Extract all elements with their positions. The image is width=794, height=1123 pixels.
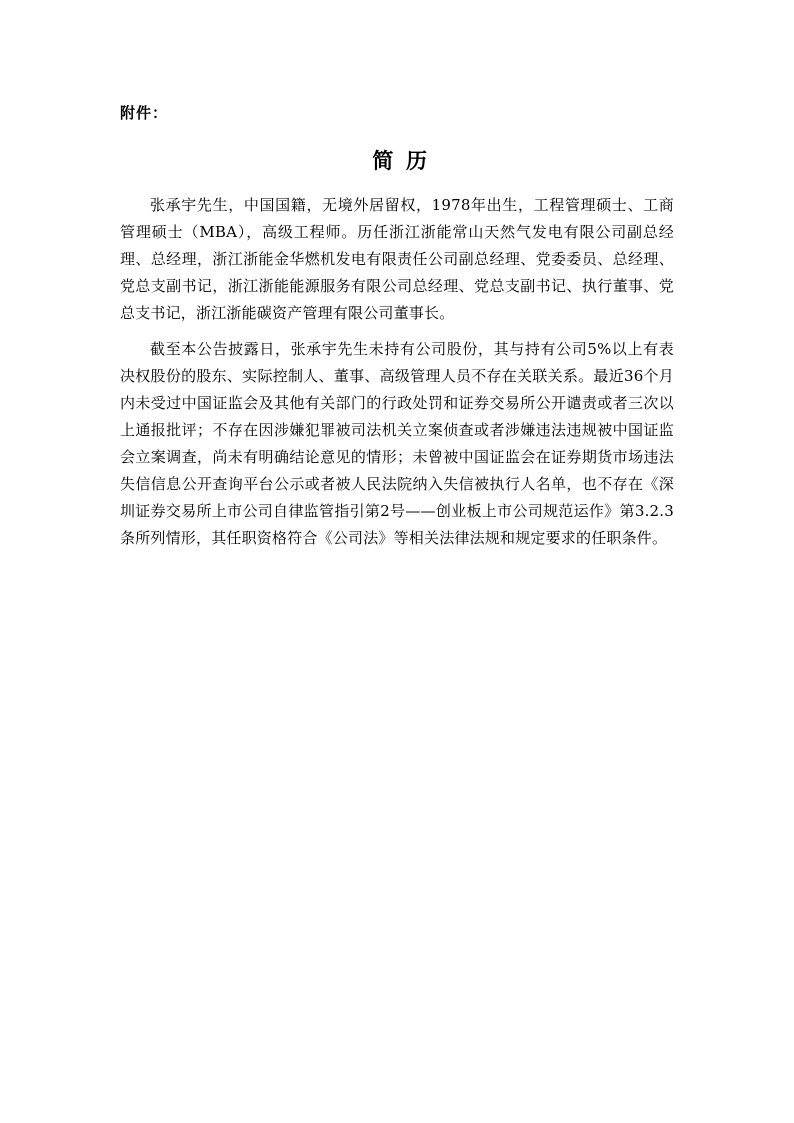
attachment-label: 附件： bbox=[120, 104, 169, 122]
resume-paragraph-career: 张承宇先生，中国国籍，无境外居留权，1978年出生，工程管理硕士、工商管理硕士（MBA），高级工程师。历任浙江浙能常山天然气发电有限公司副总经理、总经理，浙江浙能金华燃机发电有限责任公司副总经理、党委委员、总经理、党总支副书记，浙江浙能能源服务有限公司总经理、党总支副书记、执行董事、党总支书记，浙江浙能碳资产管理有限公司董事长。 bbox=[120, 196, 674, 322]
resume-paragraph-disclosure: 截至本公告披露日，张承宇先生未持有公司股份，其与持有公司5%以上有表决权股份的股东、实际控制人、董事、高级管理人员不存在关联关系。最近36个月内未受过中国证监会及其他有关部门的行政处罚和证券交易所公开谴责或者三次以上通报批评；不存在因涉嫌犯罪被司法机关立案侦查或者涉嫌违法违规被中国证监会立案调查，尚未有明确结论意见的情形；未曾被中国证监会在证券期货市场违法失信信息公开查询平台公示或者被人民法院纳入失信被执行人名单，也不存在《深圳证券交易所上市公司自律监管指引第2号——创业板上市公司规范运作》第3.2.3条所列情形，其任职资格符合《公司法》等相关法律法规和规定要求的任职条件。 bbox=[120, 340, 674, 547]
page-title: 简历 bbox=[372, 149, 440, 173]
resume-body bbox=[120, 192, 674, 561]
